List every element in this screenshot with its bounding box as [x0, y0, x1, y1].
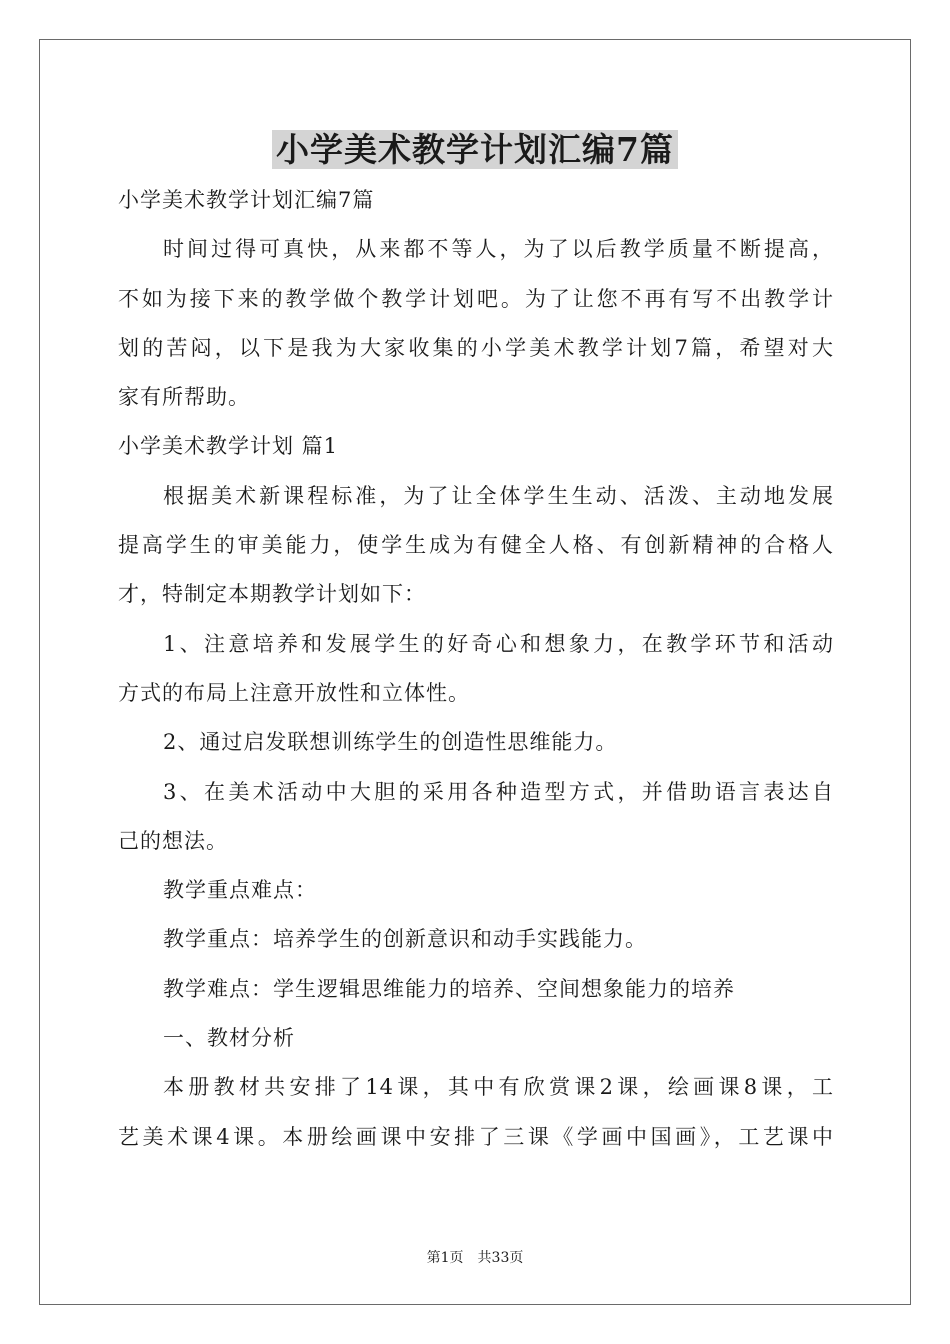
body-line: 教学重点：培养学生的创新意识和动手实践能力。 [163, 927, 647, 952]
page-footer: 第1页 共33页 [426, 1250, 524, 1266]
list-item: 1、注意培养和发展学生的好奇心和想象力，在教学环节和活动 [163, 631, 834, 656]
subheading: 一、教材分析 [163, 1026, 295, 1051]
body-line: 方式的布局上注意开放性和立体性。 [118, 680, 470, 705]
body-line: 才，特制定本期教学计划如下： [118, 582, 426, 607]
body-line: 艺美术课4课。本册绘画课中安排了三课《学画中国画》，工艺课中 [118, 1124, 834, 1149]
body-line: 划的苦闷，以下是我为大家收集的小学美术教学计划7篇，希望对大 [118, 335, 834, 360]
list-item: 3、在美术活动中大胆的采用各种造型方式，并借助语言表达自 [163, 779, 834, 804]
body-line: 家有所帮助。 [118, 385, 250, 410]
body-line: 本册教材共安排了14课，其中有欣赏课2课，绘画课8课，工 [163, 1075, 834, 1100]
subheading: 教学重点难点： [163, 878, 317, 903]
document-body [118, 176, 834, 1162]
document-title [0, 126, 950, 174]
section-heading: 小学美术教学计划 篇1 [118, 434, 339, 459]
body-line: 小学美术教学计划汇编7篇 [118, 188, 375, 212]
body-line: 不如为接下来的教学做个教学计划吧。为了让您不再有写不出教学计 [118, 286, 834, 311]
body-line: 时间过得可真快，从来都不等人，为了以后教学质量不断提高， [163, 237, 834, 262]
body-line: 教学难点：学生逻辑思维能力的培养、空间想象能力的培养 [163, 976, 735, 1001]
body-line: 己的想法。 [118, 828, 228, 853]
document-title-text: 小学美术教学计划汇编7篇 [272, 130, 678, 169]
body-line: 根据美术新课程标准，为了让全体学生生动、活泼、主动地发展 [163, 483, 834, 508]
list-item: 2、通过启发联想训练学生的创造性思维能力。 [163, 730, 618, 755]
body-line: 提高学生的审美能力，使学生成为有健全人格、有创新精神的合格人 [118, 533, 834, 558]
